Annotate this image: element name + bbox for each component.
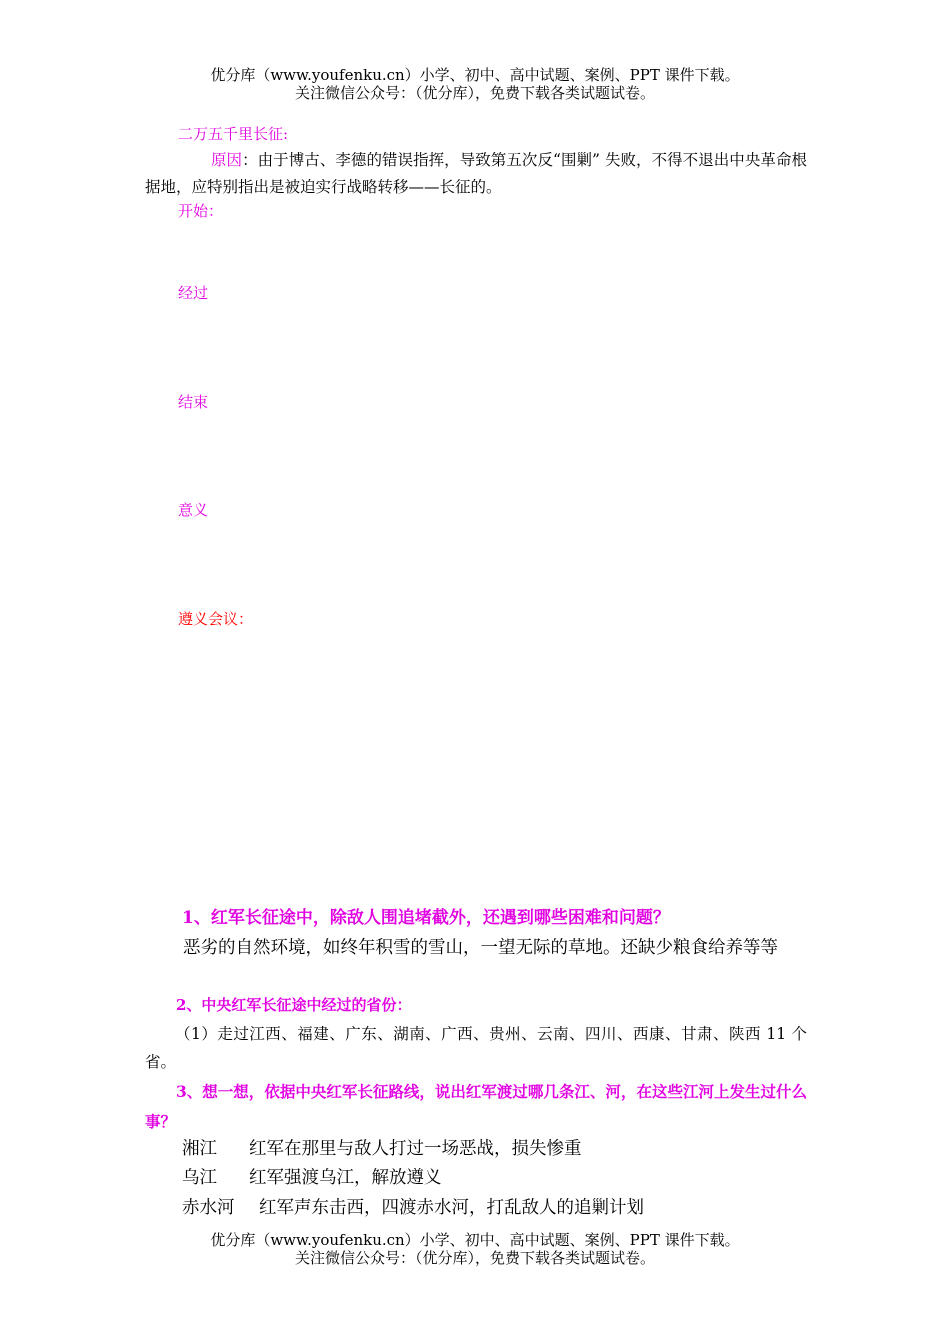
river-name: 乌江	[182, 1168, 217, 1188]
page-header	[0, 66, 950, 102]
river-name: 湘江	[182, 1139, 217, 1159]
heading-zunyi: 遵义会议：	[178, 610, 254, 628]
reason-label: 原因	[211, 151, 243, 169]
river-name: 赤水河	[182, 1198, 235, 1218]
question-1: 1、红军长征途中，除敌人围追堵截外，还遇到哪些困难和问题？	[182, 908, 670, 928]
river-event: 红军强渡乌江，解放遵义	[249, 1168, 442, 1188]
footer-line-2: 关注微信公众号：（优分库），免费下载各类试题试卷。	[294, 1249, 655, 1267]
answer-1: 恶劣的自然环境，如终年积雪的雪山，一望无际的草地。还缺少粮食给养等等	[183, 938, 778, 958]
question-2: 2、中央红军长征途中经过的省份：	[176, 996, 412, 1014]
heading-end: 结束	[178, 393, 209, 411]
answer-2: （1）走过江西、福建、广东、湖南、广西、贵州、云南、四川、西康、甘肃、陕西 11 个省。	[145, 1025, 807, 1071]
heading-process: 经过	[178, 284, 209, 302]
section-title: 二万五千里长征:	[178, 125, 289, 143]
river-event: 红军在那里与敌人打过一场恶战，损失惨重	[249, 1139, 582, 1159]
footer-line-1: 优分库（www.youfenku.cn）小学、初中、高中试题、案例、PPT 课件下载。	[210, 1231, 740, 1249]
header-line-1: 优分库（www.youfenku.cn）小学、初中、高中试题、案例、PPT 课件下载。	[210, 66, 740, 84]
reason-text: ：由于博古、李德的错误指挥，导致第五次反“围剿” 失败，不得不退出中央革命根据地，应特别指出是被迫实行战略转移——长征的。	[145, 151, 807, 196]
page-footer	[0, 1231, 950, 1267]
heading-start: 开始：	[178, 202, 224, 220]
header-line-2: 关注微信公众号：（优分库），免费下载各类试题试卷。	[294, 84, 655, 102]
river-event: 红军声东击西，四渡赤水河，打乱敌人的追剿计划	[259, 1198, 644, 1218]
question-3: 3、想一想，依据中央红军长征路线，说出红军渡过哪几条江、河，在这些江河上发生过什么事？	[145, 1082, 807, 1131]
heading-meaning: 意义	[178, 501, 209, 519]
reason-paragraph	[145, 147, 807, 201]
